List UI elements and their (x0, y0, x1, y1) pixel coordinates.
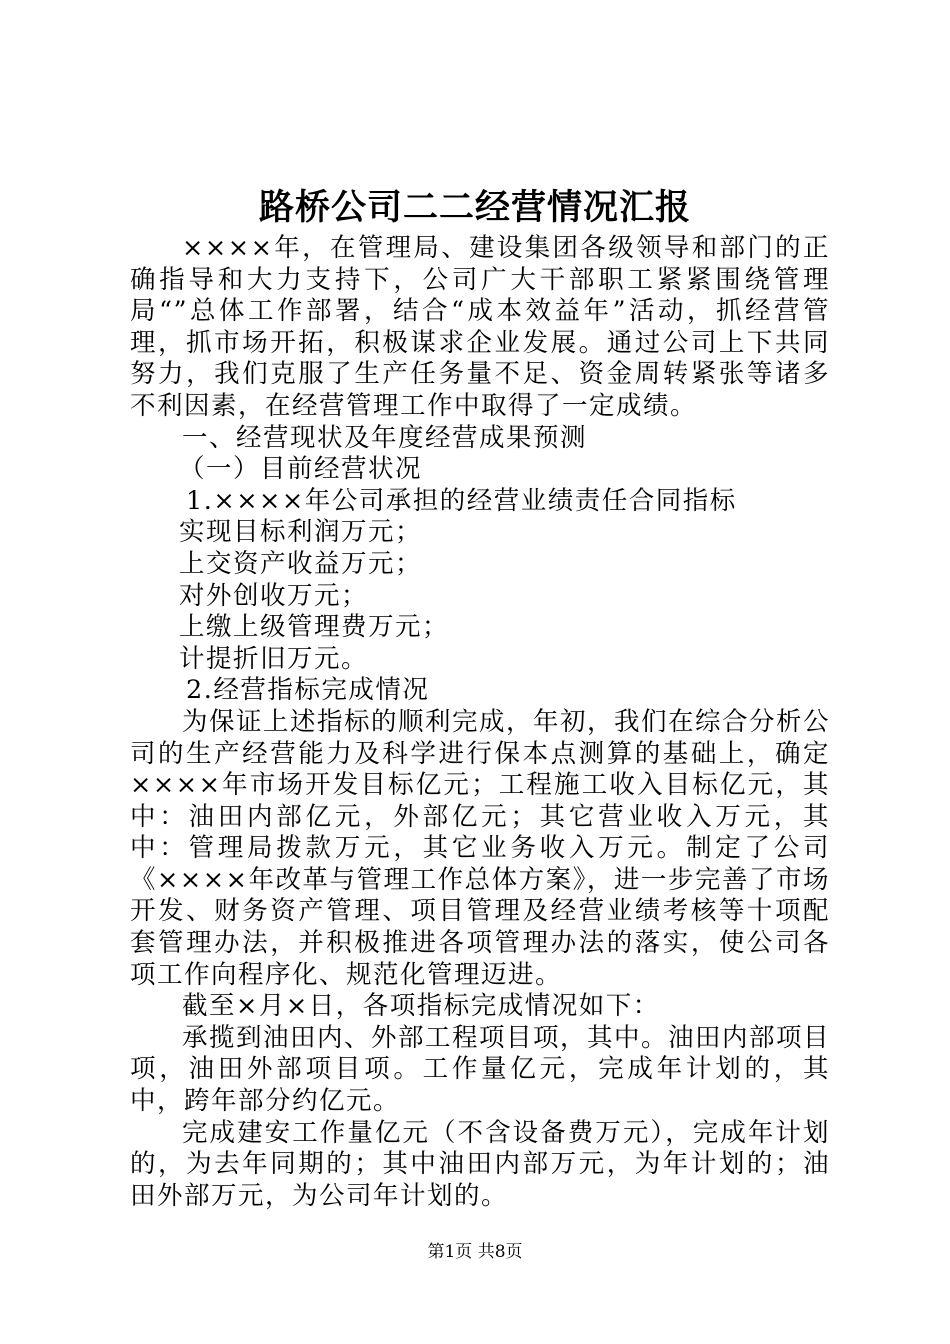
document-body (130, 233, 830, 1212)
indicator-depreciation: 计提折旧万元。 (179, 643, 369, 674)
subsection-heading-1: （一）目前经营状况 (179, 454, 423, 485)
indicator-asset-income: 上交资产收益万元； (179, 548, 423, 579)
progress-intro: 截至×月×日，各项指标完成情况如下： (182, 991, 660, 1022)
item-heading-1: 1.××××年公司承担的经营业绩责任合同指标 (186, 485, 737, 516)
section-heading-1: 一、经营现状及年度经营成果预测 (182, 422, 588, 453)
document-title: 路桥公司二二经营情况汇报 (258, 187, 691, 228)
indicator-profit: 实现目标利润万元； (179, 517, 423, 548)
item-heading-2: 2.经营指标完成情况 (186, 675, 430, 706)
projects-paragraph: 承揽到油田内、外部工程项目项，其中。油田内部项目项，油田外部项目项。工作量亿元，完成年计划的，其中，跨年部分约亿元。 (130, 1022, 831, 1117)
intro-paragraph: ××××年，在管理局、建设集团各级领导和部门的正确指导和大力支持下，公司广大干部职工紧紧围绕管理局“”总体工作部署，结合“成本效益年”活动，抓经营管理，抓市场开拓，积极谋求企业发展。通过公司上下共同努力，我们克服了生产任务量不足、资金周转紧张等诸多不利因素，在经营管理工作中取得了一定成绩。 (130, 233, 830, 421)
indicator-management-fee: 上缴上级管理费万元； (179, 612, 450, 643)
indicator-external-income: 对外创收万元； (179, 580, 369, 611)
targets-paragraph: 为保证上述指标的顺利完成，年初，我们在综合分析公司的生产经营能力及科学进行保本点测算的基础上，确定××××年市场开发目标亿元；工程施工收入目标亿元，其中：油田内部亿元，外部亿元；其它营业收入万元，其中：管理局拨款万元，其它业务收入万元。制定了公司《××××年改革与管理工作总体方案》，进一步完善了市场开发、财务资产管理、项目管理及经营业绩考核等十项配套管理办法，并积极推进各项管理办法的落实，使公司各项工作向程序化、规范化管理迈进。 (130, 706, 831, 990)
workload-paragraph: 完成建安工作量亿元（不含设备费万元），完成年计划的，为去年同期的；其中油田内部万元，为年计划的；油田外部万元，为公司年计划的。 (130, 1117, 830, 1211)
page-number: 第1页 共8页 (427, 1242, 523, 1262)
